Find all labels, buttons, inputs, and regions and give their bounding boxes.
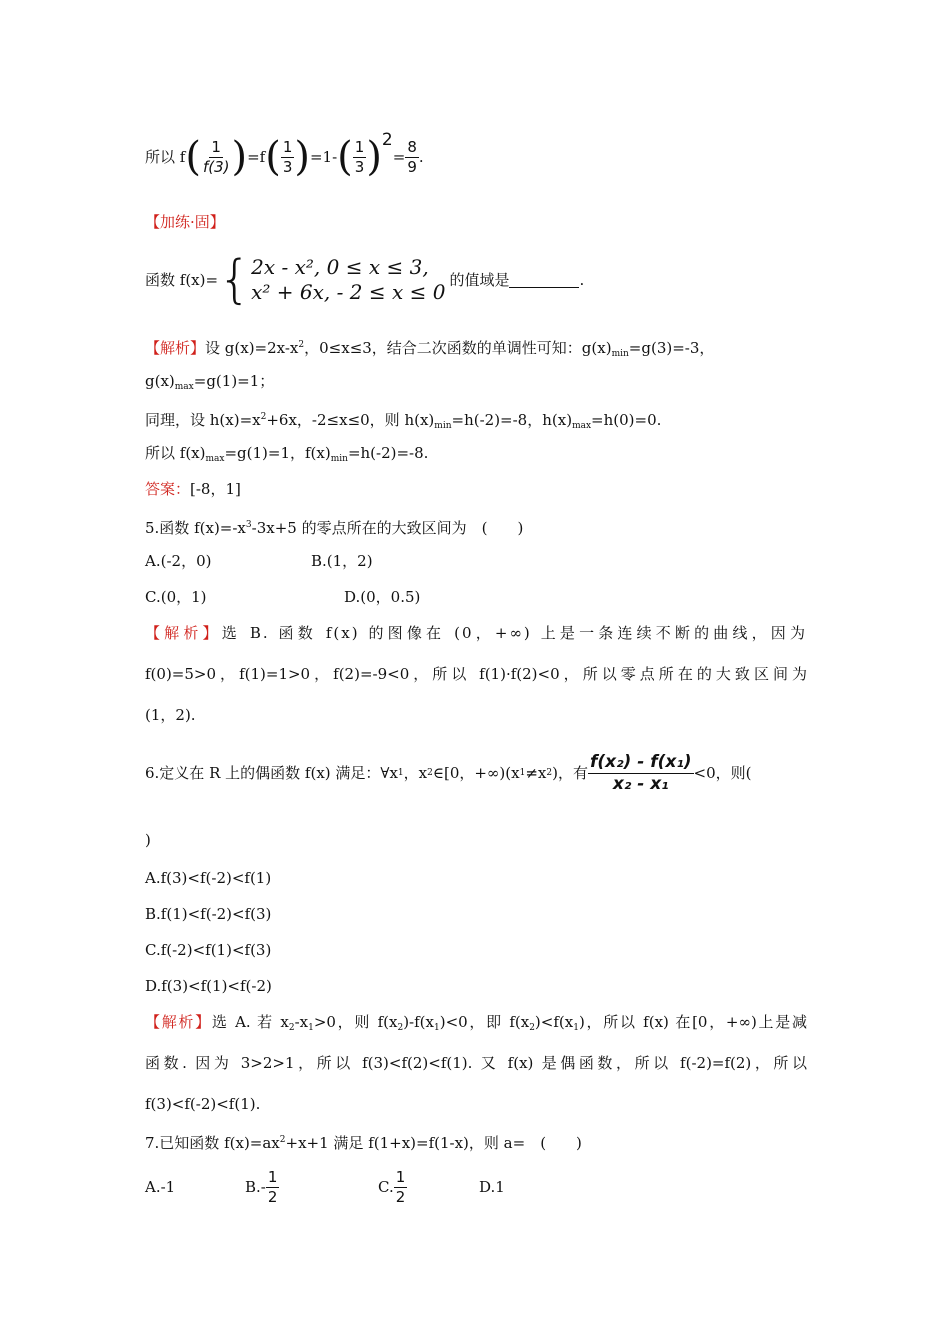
analysis-1-line-3: 同理，设 $h(x)=x^2+6x$，-2≤x≤0，则 $h(x)_{min}=h(-2)=-8$，$h(x)_{max}=h(0)=0$.	[145, 411, 662, 431]
q5-option-c: C.(0，1)	[145, 588, 207, 606]
answer-value: [-8，1]	[190, 480, 241, 498]
answer-blank	[509, 273, 579, 288]
left-paren: (	[185, 134, 201, 180]
question-6-close: )	[145, 831, 151, 849]
q5-option-b: B.(1，2)	[311, 552, 373, 570]
analysis-label: 【解析】	[145, 1013, 212, 1031]
q7-option-b: B.- $\frac{1}{2}$	[245, 1167, 278, 1206]
case-2: x² + 6x, - 2 ≤ x ≤ 0	[251, 280, 446, 304]
difference-quotient: $\frac{\text{f(x₂) - f(x₁)}}{\text{x₂ - x₁}}$	[589, 751, 692, 794]
right-paren: )	[231, 134, 248, 180]
analysis-5-line-2: f(0)=5>0，f(1)=1>0，f(2)=-9<0，所以 f(1)·f(2)<0，所以零点所在的大致区间为	[145, 665, 807, 683]
q5-option-a: A.(-2，0)	[145, 552, 212, 570]
practice-heading: 【加练·固】	[145, 213, 225, 231]
q7-option-d: D.1	[479, 1178, 505, 1196]
q6-option-b: B.f(1)<f(-2)<f(3)	[145, 905, 272, 923]
analysis-label: 【解析】	[145, 624, 222, 642]
answer-1	[145, 479, 241, 499]
answer-label: 答案：	[145, 480, 191, 498]
question-7: 7.已知函数 $f(x)=ax^2+x+1$ 满足 f(1+x)=f(1-x)，则 a= ( )	[145, 1134, 582, 1152]
analysis-1-line-2: $g(x)_{max}=g(1)=1$；	[145, 372, 275, 392]
equation-line: 所以 f ( $\frac{1}{f(3)}$ ) =f ( $\frac{1}{3}$ ) =1- ( $\frac{1}{3}$ ) 2 = $\frac{8}{9}$ .	[145, 130, 424, 180]
case-1: 2x - x², 0 ≤ x ≤ 3,	[251, 255, 429, 279]
eq-prefix: 所以 f	[145, 148, 186, 166]
fraction-1-over-3: $\frac{1}{3}$	[282, 137, 293, 176]
question-6: 6.定义在 R 上的偶函数 f(x) 满足：∀x 1 ，x 2 ∈[0，+∞)(x 1 ≠x 2 )，有 $\frac{\text{f(x₂) - f(x₁)}}{\text{x₂ - x₁}}$ <0，则(	[145, 751, 752, 794]
analysis-6-line-1: 【解析】选 A. 若 $x_2-x_1>0$，则 $f(x_2)-f(x_1)<0$，即 $f(x_2)<f(x_1)$，所以 f(x) 在[0，+∞)上是减	[145, 1013, 807, 1033]
analysis-6-line-3: f(3)<f(-2)<f(1).	[145, 1095, 261, 1113]
exponent: 2	[381, 130, 393, 150]
q7-option-c: C. $\frac{1}{2}$	[378, 1167, 406, 1206]
analysis-1-line-4: 所以 $f(x)_{max}=g(1)=1$，$f(x)_{min}=h(-2)=-8$.	[145, 444, 429, 464]
q5-option-d: D.(0，0.5)	[344, 588, 421, 606]
fraction-1-over-3-squared: $\frac{1}{3}$	[354, 137, 365, 176]
fraction-8-over-9: $\frac{8}{9}$	[407, 137, 417, 176]
left-brace: {	[218, 250, 252, 310]
fraction-1-over-f3: $\frac{1}{f(3)}$	[202, 137, 230, 176]
analysis-label: 【解析】	[145, 339, 206, 357]
fraction-1-over-2: $\frac{1}{2}$	[267, 1167, 278, 1206]
analysis-5-line-3: (1，2).	[145, 706, 196, 724]
q6-option-d: D.f(3)<f(1)<f(-2)	[145, 977, 272, 995]
analysis-5-line-1: 【解析】选 B. 函数 f(x) 的图像在 (0，+∞) 上是一条连续不断的曲线，因为	[145, 624, 807, 642]
analysis-1-line-1: 【解析】设 $g(x)=2x-x^2$，0≤x≤3，结合二次函数的单调性可知：$g(x)_{min}=g(3)=-3$，	[145, 339, 715, 359]
fraction-1-over-2: $\frac{1}{2}$	[395, 1167, 406, 1206]
q6-option-a: A.f(3)<f(-2)<f(1)	[145, 869, 272, 887]
q6-option-c: C.f(-2)<f(1)<f(3)	[145, 941, 272, 959]
question-5: 5.函数 $f(x)=-x^3-3x+5$ 的零点所在的大致区间为 ( )	[145, 519, 524, 537]
piecewise-question: 函数 f(x)= { 2x - x², 0 ≤ x ≤ 3, x² + 6x, - 2 ≤ x ≤ 0 的值域是 .	[145, 250, 585, 310]
analysis-6-line-2: 函数. 因为 3>2>1，所以 f(3)<f(2)<f(1). 又 f(x) 是偶函数，所以 f(-2)=f(2)，所以	[145, 1054, 807, 1072]
q7-option-a: A.-1	[145, 1178, 176, 1196]
piecewise-cases	[251, 255, 445, 305]
